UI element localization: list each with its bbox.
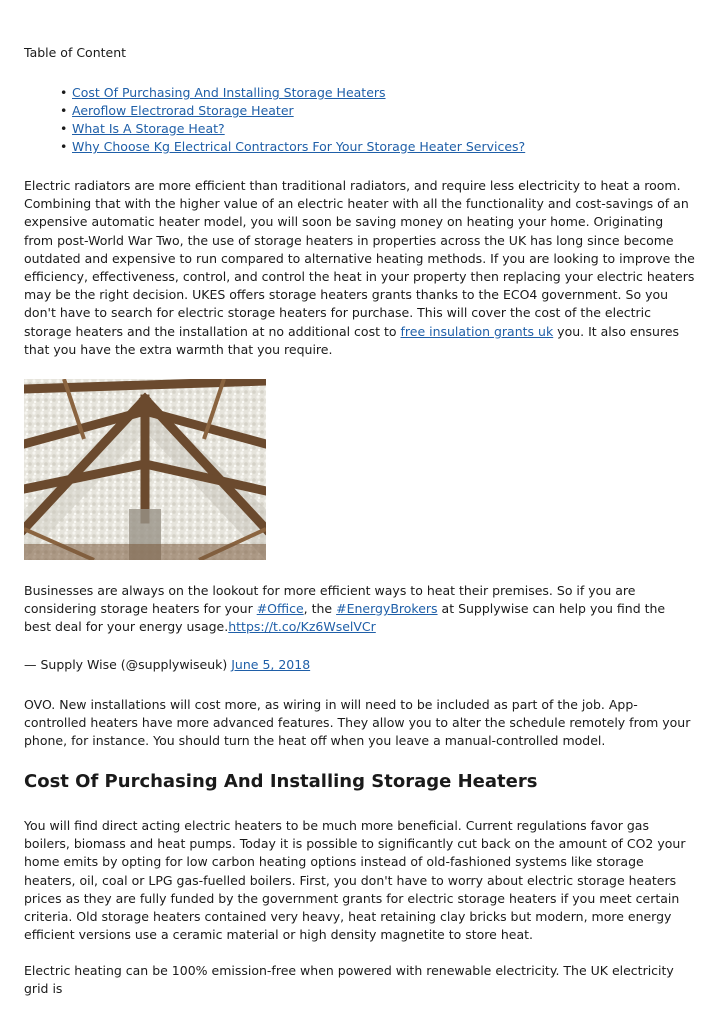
insulation-grants-link[interactable]: free insulation grants uk bbox=[400, 323, 554, 339]
section-paragraph-2: Electric heating can be 100% emission-free when powered with renewable electricity. The UK electricity grid is bbox=[24, 963, 674, 997]
tweet-author: — Supply Wise (@supplywiseuk) bbox=[24, 657, 232, 672]
toc-title: Table of Content bbox=[24, 45, 127, 60]
hashtag-office-link[interactable]: #Office bbox=[256, 601, 304, 617]
toc-item bbox=[60, 138, 525, 156]
toc-link-why-choose[interactable]: Why Choose Kg Electrical Contractors For Your Storage Heater Services? bbox=[72, 139, 526, 154]
tweet-attribution bbox=[24, 656, 696, 674]
tweet-date-link[interactable]: June 5, 2018 bbox=[231, 657, 311, 672]
tweet-text-2: , the bbox=[303, 601, 337, 617]
toc-list bbox=[60, 84, 525, 156]
ovo-paragraph: OVO. New installations will cost more, as wiring in will need to be included as part of the job. App-controlled heaters have more advanced features. They allow you to alter the schedule remotely from your phone, for instance. You should turn the heat off when you leave a manual-controlled model. bbox=[24, 697, 691, 749]
intro-text-end: you. It also ensures that you have the extra warmth that you require. bbox=[24, 323, 680, 357]
toc-link-storage-heat[interactable]: What Is A Storage Heat? bbox=[72, 121, 225, 136]
tweet-url-link[interactable]: https://t.co/Kz6WselVCr bbox=[228, 619, 376, 635]
intro-paragraph bbox=[24, 177, 696, 359]
intro-text: Electric radiators are more efficient than traditional radiators, and require less electricity to heat a room. Combining that with the higher value of an electric heater with all the functionality and cost-savings of an expensive automatic heater model, you will soon be saving money on heating your home. Originating from post-World War Two, the use of storage heaters in properties across the UK has long since become outdated and expensive to run compared to alternative heating methods. If you are looking to improve the efficiency, effectiveness, control, and control the heat in your property then replacing your electric heaters may be the right decision. UKES offers storage heaters grants thanks to the ECO4 government. So you don't have to search for electric storage heaters for purchase. This will cover the cost of the electric storage heaters and the installation at no additional cost to bbox=[24, 178, 695, 339]
toc-item bbox=[60, 84, 525, 102]
section-heading: Cost Of Purchasing And Installing Storage Heaters bbox=[24, 771, 538, 792]
toc-link-cost[interactable]: Cost Of Purchasing And Installing Storage Heaters bbox=[72, 85, 386, 100]
toc-item bbox=[60, 102, 525, 120]
tweet-text bbox=[24, 582, 696, 637]
tweet-text-1: Businesses are always on the lookout for more efficient ways to heat their premises. So if you are considering storage heaters for your bbox=[24, 583, 636, 617]
hashtag-energybrokers-link[interactable]: #EnergyBrokers bbox=[336, 601, 438, 617]
toc-link-aeroflow[interactable]: Aeroflow Electrorad Storage Heater bbox=[72, 103, 294, 118]
attic-insulation-photo bbox=[24, 379, 266, 560]
tweet-text-3: at Supplywise can help you find the best deal for your energy usage. bbox=[24, 601, 666, 635]
toc-item bbox=[60, 120, 525, 138]
section-paragraph-1: You will find direct acting electric heaters to be much more beneficial. Current regulations favor gas boilers, biomass and heat pumps. Today it is possible to significantly cut back on the amount of CO2 your home emits by opting for low carbon heating options instead of old-fashioned systems like storage heaters, oil, coal or LPG gas-fuelled boilers. First, you don't have to worry about electric storage heaters prices as they are fully funded by the government grants for electric storage heaters if you meet certain criteria. Old storage heaters contained very heavy, heat retaining clay bricks but modern, more energy efficient versions use a ceramic material or high density magnetite to store heat. bbox=[24, 818, 686, 943]
